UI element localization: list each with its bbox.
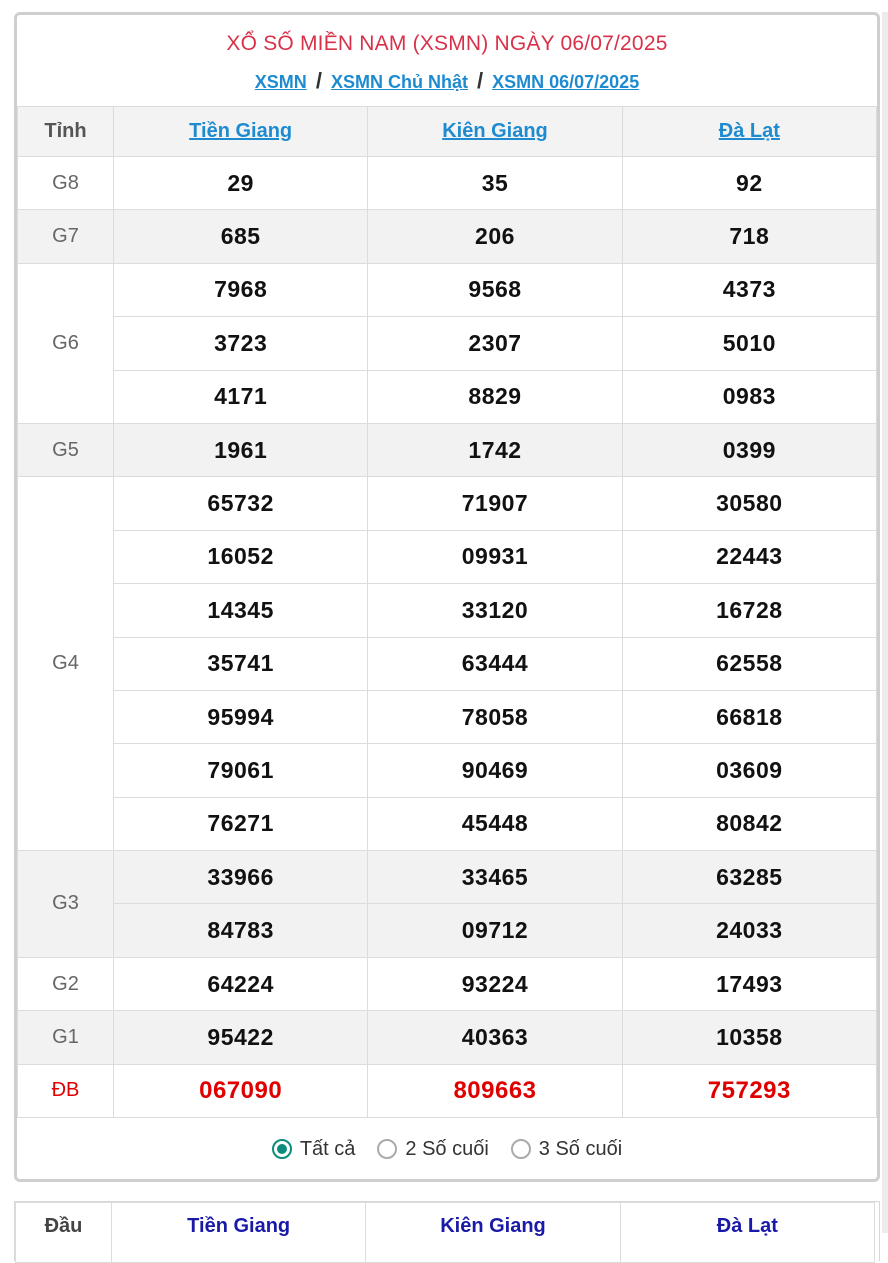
prize-number: 79061 xyxy=(114,744,368,797)
prize-label: G6 xyxy=(18,263,114,423)
table-row xyxy=(18,423,877,476)
prize-number: 09712 xyxy=(368,904,622,957)
prize-number: 718 xyxy=(622,210,876,263)
prize-number: 35 xyxy=(368,157,622,210)
prize-number: 9568 xyxy=(368,263,622,316)
filter-all-label: Tất cả xyxy=(299,1137,356,1160)
prize-number: 65732 xyxy=(114,477,368,530)
prize-number: 7968 xyxy=(114,263,368,316)
prize-label: G5 xyxy=(18,423,114,476)
filter-last-3-option[interactable] xyxy=(511,1138,622,1161)
table-row xyxy=(18,157,877,210)
prize-number: 33966 xyxy=(114,851,368,904)
prize-number: 71907 xyxy=(368,477,622,530)
province-kien-giang-link[interactable]: Kiên Giang xyxy=(368,107,622,157)
prize-number: 33120 xyxy=(368,584,622,637)
prize-number: 84783 xyxy=(114,904,368,957)
table-row xyxy=(18,317,877,370)
radio-icon[interactable] xyxy=(377,1139,397,1159)
prize-number: 76271 xyxy=(114,797,368,850)
special-prize-number: 809663 xyxy=(368,1064,622,1117)
table-row xyxy=(18,637,877,690)
province-da-lat-link[interactable]: Đà Lạt xyxy=(622,107,876,157)
prize-number: 16052 xyxy=(114,530,368,583)
prize-label: G2 xyxy=(18,957,114,1010)
prize-number: 5010 xyxy=(622,317,876,370)
filter-last-3-label: 3 Số cuối xyxy=(538,1137,623,1160)
page-scrollbar[interactable] xyxy=(882,12,888,1233)
prize-number: 4171 xyxy=(114,370,368,423)
head-tail-da-lat: Đà Lạt xyxy=(620,1203,874,1263)
prize-number: 09931 xyxy=(368,530,622,583)
results-body xyxy=(18,157,877,1118)
table-row xyxy=(18,1011,877,1064)
prize-number: 92 xyxy=(622,157,876,210)
digit-filter xyxy=(17,1118,877,1180)
table-header-row xyxy=(18,107,877,157)
prize-number: 17493 xyxy=(622,957,876,1010)
head-tail-tien-giang: Tiền Giang xyxy=(112,1203,366,1263)
table-row xyxy=(18,744,877,797)
breadcrumb-separator: / xyxy=(476,68,484,93)
filter-last-2-label: 2 Số cuối xyxy=(405,1137,489,1160)
prize-number: 95994 xyxy=(114,690,368,743)
table-row xyxy=(18,263,877,316)
prize-number: 16728 xyxy=(622,584,876,637)
table-row xyxy=(18,690,877,743)
prize-number: 64224 xyxy=(114,957,368,1010)
prize-number: 90469 xyxy=(368,744,622,797)
prize-number: 62558 xyxy=(622,637,876,690)
special-prize-number: 067090 xyxy=(114,1064,368,1117)
prize-number: 78058 xyxy=(368,690,622,743)
prize-number: 03609 xyxy=(622,744,876,797)
page-title: XỔ SỐ MIỀN NAM (XSMN) NGÀY 06/07/2025 xyxy=(226,32,668,55)
prize-number: 93224 xyxy=(368,957,622,1010)
breadcrumb-separator: / xyxy=(315,68,322,93)
table-row xyxy=(18,1064,877,1117)
results-header xyxy=(17,15,877,106)
prize-number: 30580 xyxy=(622,477,876,530)
prize-number: 80842 xyxy=(622,797,876,850)
prize-number: 63285 xyxy=(622,851,876,904)
prize-label: G8 xyxy=(18,157,114,210)
radio-icon[interactable] xyxy=(511,1139,531,1159)
breadcrumb xyxy=(17,69,877,94)
prize-number: 1742 xyxy=(368,423,622,476)
filter-last-2-option[interactable] xyxy=(377,1138,488,1161)
prize-number: 2307 xyxy=(368,317,622,370)
special-prize-number: 757293 xyxy=(622,1064,876,1117)
table-row xyxy=(18,477,877,530)
head-tail-kien-giang: Kiên Giang xyxy=(366,1203,620,1263)
prize-label: G3 xyxy=(18,851,114,958)
prize-number: 29 xyxy=(114,157,368,210)
table-row xyxy=(18,370,877,423)
prize-number: 22443 xyxy=(622,530,876,583)
prize-number: 4373 xyxy=(622,263,876,316)
results-table xyxy=(17,106,877,1118)
prize-number: 3723 xyxy=(114,317,368,370)
prize-number: 33465 xyxy=(368,851,622,904)
prize-label: G7 xyxy=(18,210,114,263)
prize-number: 685 xyxy=(114,210,368,263)
results-card xyxy=(14,12,880,1182)
prize-number: 66818 xyxy=(622,690,876,743)
head-tail-card xyxy=(14,1201,880,1261)
breadcrumb-xsmn-sunday[interactable]: XSMN Chủ Nhật xyxy=(330,72,468,92)
prize-number: 40363 xyxy=(368,1011,622,1064)
prize-label: G4 xyxy=(18,477,114,851)
prize-number: 206 xyxy=(368,210,622,263)
prize-number: 14345 xyxy=(114,584,368,637)
breadcrumb-xsmn-date[interactable]: XSMN 06/07/2025 xyxy=(492,72,640,92)
breadcrumb-xsmn[interactable]: XSMN xyxy=(254,72,307,92)
table-row xyxy=(18,210,877,263)
table-row xyxy=(18,530,877,583)
prize-number: 63444 xyxy=(368,637,622,690)
head-column-header: Đầu xyxy=(16,1203,112,1263)
table-row xyxy=(18,957,877,1010)
prize-number: 95422 xyxy=(114,1011,368,1064)
prize-number: 35741 xyxy=(114,637,368,690)
prize-label: ĐB xyxy=(18,1064,114,1117)
table-row xyxy=(18,797,877,850)
table-row xyxy=(18,904,877,957)
prize-number: 8829 xyxy=(368,370,622,423)
table-row xyxy=(18,851,877,904)
radio-selected-icon[interactable] xyxy=(272,1139,292,1159)
prize-number: 10358 xyxy=(622,1011,876,1064)
prize-number: 24033 xyxy=(622,904,876,957)
prize-number: 0983 xyxy=(622,370,876,423)
prize-number: 45448 xyxy=(368,797,622,850)
prize-label: G1 xyxy=(18,1011,114,1064)
prize-number: 0399 xyxy=(622,423,876,476)
table-row xyxy=(18,584,877,637)
province-column-header: Tỉnh xyxy=(18,107,114,157)
prize-number: 1961 xyxy=(114,423,368,476)
filter-all-option[interactable] xyxy=(272,1138,356,1161)
province-tien-giang-link[interactable]: Tiền Giang xyxy=(114,107,368,157)
